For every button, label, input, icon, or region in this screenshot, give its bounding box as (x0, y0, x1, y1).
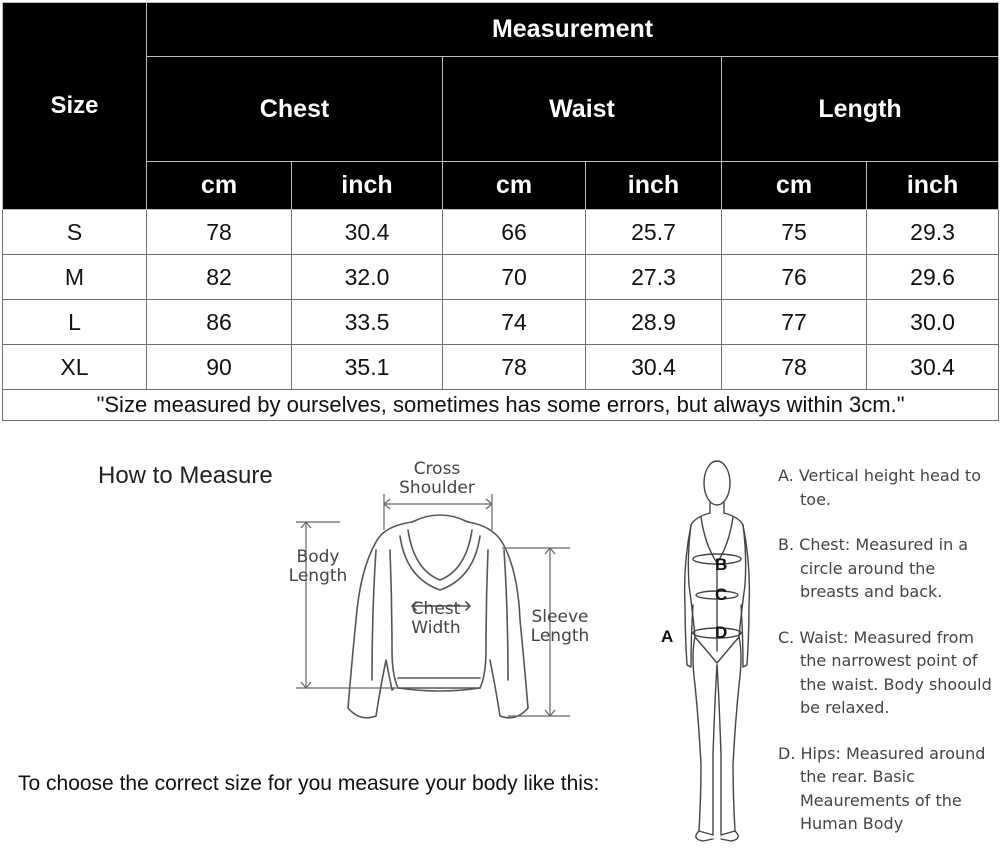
chest-width-label: Chest Width (411, 599, 461, 638)
cross-shoulder-label: Cross Shoulder (399, 459, 475, 498)
value-cell: 29.6 (867, 255, 999, 300)
table-row (3, 210, 999, 255)
value-cell: 27.3 (586, 255, 722, 300)
legend-item-d: D. Hips: Measured around the rear. Basic Meaurements of the Human Body (778, 743, 986, 833)
letter-d: D (715, 623, 728, 642)
letter-b: B (715, 555, 728, 574)
letter-c: C (715, 585, 728, 604)
value-cell: 35.1 (292, 345, 443, 390)
letter-a: A (661, 627, 674, 646)
value-cell: 30.4 (292, 210, 443, 255)
unit-header: cm (722, 162, 867, 210)
value-cell: 25.7 (586, 210, 722, 255)
measurement-legend (778, 464, 998, 836)
value-cell: 90 (147, 345, 292, 390)
body-length-label: Body Length (288, 547, 348, 586)
how-to-measure-title: How to Measure (98, 462, 273, 489)
size-chart-table (2, 2, 999, 421)
value-cell: 30.4 (867, 345, 999, 390)
value-cell: 32.0 (292, 255, 443, 300)
size-cell: M (3, 255, 147, 300)
value-cell: 66 (443, 210, 586, 255)
legend-item-a: A. Vertical height head to toe. (778, 466, 981, 509)
value-cell: 74 (443, 300, 586, 345)
body-figure (655, 455, 770, 855)
size-cell: S (3, 210, 147, 255)
legend-item-b: B. Chest: Measured in a circle around the breasts and back. (778, 535, 969, 601)
value-cell: 29.3 (867, 210, 999, 255)
size-cell: L (3, 300, 147, 345)
value-cell: 33.5 (292, 300, 443, 345)
sleeve-length-label: Sleeve Length (530, 607, 590, 646)
value-cell: 28.9 (586, 300, 722, 345)
size-cell: XL (3, 345, 147, 390)
legend-item-c: C. Waist: Measured from the narrowest point of the waist. Body shoould be relaxed. (778, 627, 992, 717)
value-cell: 82 (147, 255, 292, 300)
unit-header: inch (867, 162, 999, 210)
unit-header: cm (443, 162, 586, 210)
value-cell: 86 (147, 300, 292, 345)
value-cell: 30.4 (586, 345, 722, 390)
size-header: Size (3, 3, 147, 210)
value-cell: 78 (147, 210, 292, 255)
garment-diagram (280, 450, 600, 730)
table-row (3, 345, 999, 390)
unit-header: cm (147, 162, 292, 210)
value-cell: 75 (722, 210, 867, 255)
unit-header: inch (292, 162, 443, 210)
unit-header: inch (586, 162, 722, 210)
waist-header: Waist (443, 57, 722, 162)
value-cell: 78 (443, 345, 586, 390)
value-cell: 76 (722, 255, 867, 300)
value-cell: 70 (443, 255, 586, 300)
chest-header: Chest (147, 57, 443, 162)
measure-instruction: To choose the correct size for you measure your body like this: (18, 772, 600, 795)
value-cell: 30.0 (867, 300, 999, 345)
value-cell: 77 (722, 300, 867, 345)
table-row (3, 300, 999, 345)
measurement-header: Measurement (147, 3, 999, 57)
human-body-illustration (655, 455, 770, 855)
length-header: Length (722, 57, 999, 162)
table-note: "Size measured by ourselves, sometimes has some errors, but always within 3cm." (3, 390, 999, 421)
table-row (3, 255, 999, 300)
value-cell: 78 (722, 345, 867, 390)
